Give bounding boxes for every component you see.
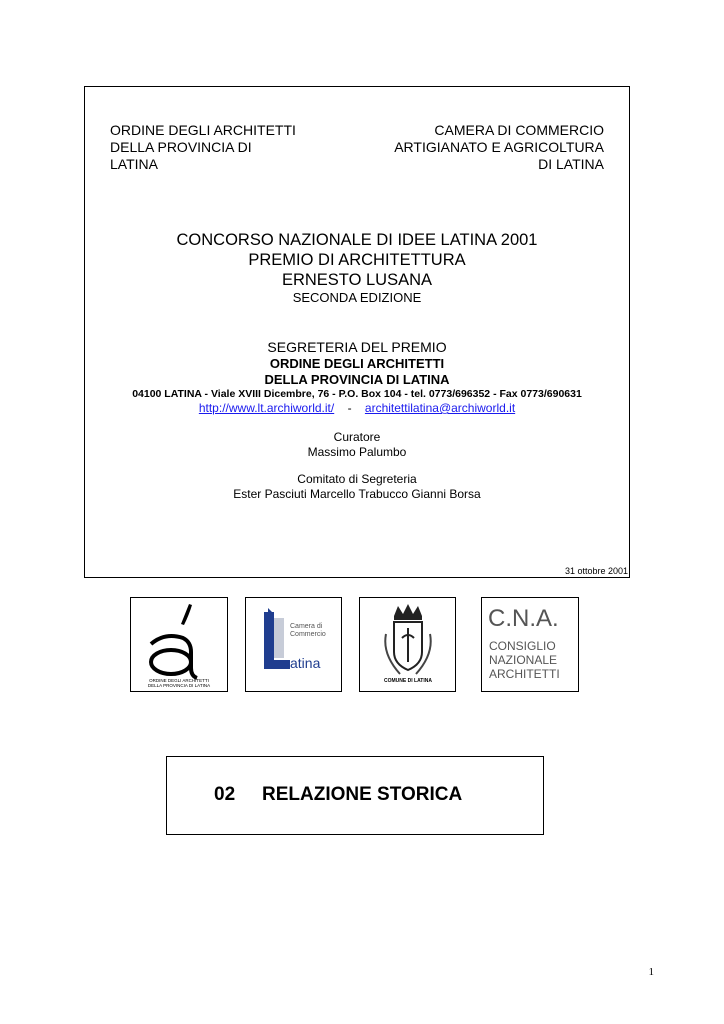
comune-latina-logo xyxy=(359,597,456,692)
email-link[interactable]: architettilatina@archiworld.it xyxy=(364,401,516,415)
comune-caption: COMUNE DI LATINA xyxy=(384,678,432,684)
camera-commercio-logo-graphic xyxy=(246,598,341,691)
ordine-architetti-logo-graphic xyxy=(131,598,227,691)
cna-line-3: ARCHITETTI xyxy=(489,667,560,681)
website-link[interactable]: http://www.lt.archiworld.it/ xyxy=(198,401,335,415)
committee-members: Ester Pasciuti Marcello Trabucco Gianni Borsa xyxy=(233,487,481,501)
edition-label: SECONDA EDIZIONE xyxy=(292,290,422,305)
cna-logo-graphic xyxy=(482,598,578,691)
contact-separator: - xyxy=(347,401,352,415)
secretariat-org-line-2: DELLA PROVINCIA DI LATINA xyxy=(264,372,450,387)
header-right-line: ARTIGIANATO E AGRICOLTURA xyxy=(394,139,604,155)
title-line-1: CONCORSO NAZIONALE DI IDEE LATINA 2001 xyxy=(176,231,538,249)
section-title: RELAZIONE STORICA xyxy=(262,784,463,805)
secretariat-org-line-1: ORDINE DEGLI ARCHITETTI xyxy=(269,356,445,371)
ordine-architetti-logo xyxy=(130,597,228,692)
header-left-org xyxy=(110,122,296,173)
header-right-org xyxy=(360,122,604,173)
secretariat-heading: SEGRETERIA DEL PREMIO xyxy=(267,339,447,355)
header-right-line: CAMERA DI COMMERCIO xyxy=(434,122,604,138)
title-line-2: PREMIO DI ARCHITETTURA xyxy=(248,251,466,269)
cna-logo xyxy=(481,597,579,692)
section-number: 02 xyxy=(214,784,236,805)
header-left-line: DELLA PROVINCIA DI xyxy=(110,139,252,155)
camera-small-1: Camera di xyxy=(290,623,323,630)
document-date: 31 ottobre 2001 xyxy=(564,566,628,576)
camera-word: atina xyxy=(290,655,321,671)
comune-latina-logo-graphic xyxy=(360,598,455,691)
curator-name: Massimo Palumbo xyxy=(307,445,407,459)
ordine-caption-2: DELLA PROVINCIA DI LATINA xyxy=(147,683,211,688)
page-number: 1 xyxy=(648,966,654,978)
committee-label: Comitato di Segreteria xyxy=(297,472,417,486)
secretariat-address: 04100 LATINA - Viale XVIII Dicembre, 76 - P.O. Box 104 - tel. 0773/696352 - Fax 0773/690631 xyxy=(132,388,582,400)
header-left-line: LATINA xyxy=(110,156,158,172)
ordine-caption-1: ORDINE DEGLI ARCHITETTI xyxy=(149,678,209,683)
camera-small-2: Commercio xyxy=(290,631,326,638)
header-right-line: DI LATINA xyxy=(538,156,604,172)
title-line-3: ERNESTO LUSANA xyxy=(281,271,433,289)
camera-commercio-logo xyxy=(245,597,342,692)
curator-label: Curatore xyxy=(333,430,381,444)
cna-line-1: CONSIGLIO xyxy=(489,639,556,653)
header-left-line: ORDINE DEGLI ARCHITETTI xyxy=(110,122,296,138)
cna-line-2: NAZIONALE xyxy=(489,653,558,667)
cna-abbr: C.N.A. xyxy=(488,605,559,632)
secretariat-contacts xyxy=(85,401,629,416)
